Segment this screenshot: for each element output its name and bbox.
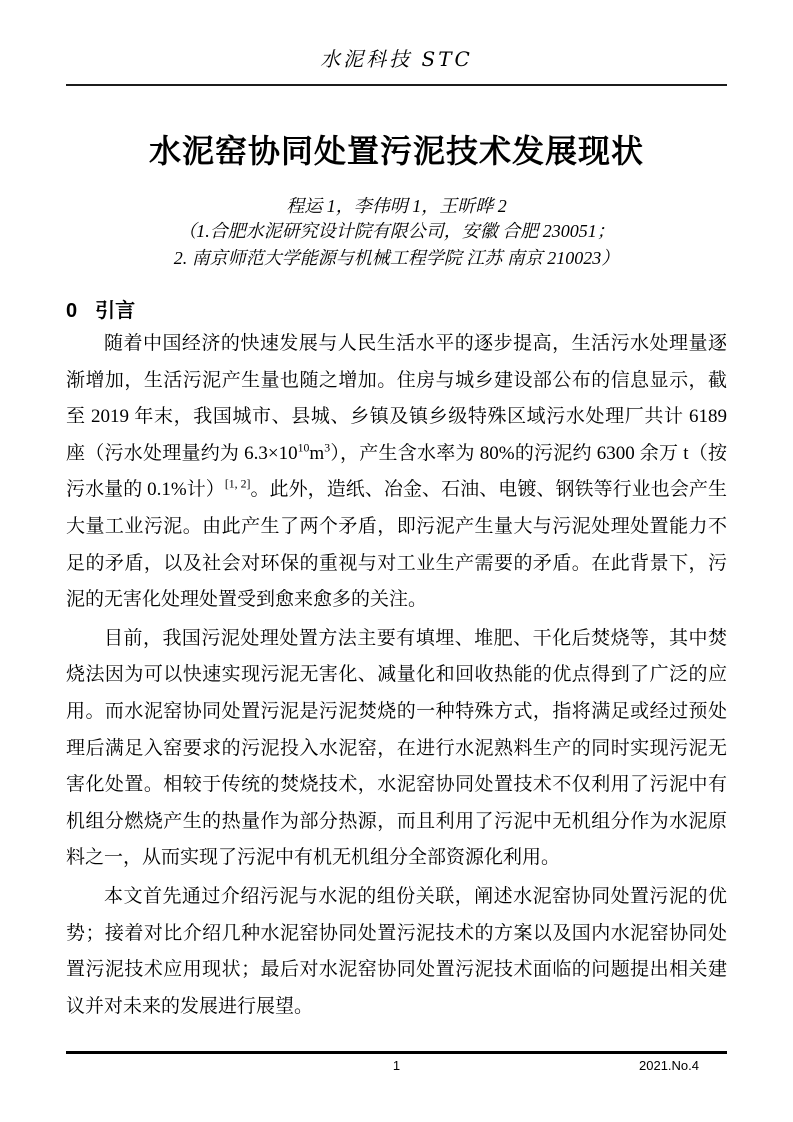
paragraph-text: 随着中国经济的快速发展与人民生活水平的逐步提高，生活污水处理量逐渐增加，生活污泥产生量也随之增加。住房与城乡建设部公布的信息显示，截至 2019 年末，我国城市、县城、乡镇及镇乡级特殊区域污水处理厂共计 6189 座（污水处理量约为 6.3×10: [66, 333, 727, 464]
intro-paragraph-1: [66, 326, 727, 619]
citation-superscript: [1, 2]: [224, 478, 251, 492]
paragraph-text: m: [309, 442, 325, 464]
header-rule: [66, 84, 727, 86]
journal-header: 水泥科技 STC: [320, 47, 473, 71]
footer-rule: [66, 1051, 727, 1054]
exponent-superscript: 3: [324, 441, 331, 455]
section-number: 0: [66, 300, 78, 322]
footer: [0, 1058, 793, 1076]
section-heading: [66, 298, 727, 324]
paper-title: 水泥窑协同处置污泥技术发展现状: [148, 133, 644, 169]
page-number: 1: [392, 1058, 401, 1073]
intro-paragraph-2: 目前，我国污泥处理处置方法主要有填埋、堆肥、干化后焚烧等，其中焚烧法因为可以快速实现污泥无害化、减量化和回收热能的优点得到了广泛的应用。而水泥窑协同处置污泥是污泥焚烧的一种特殊方式，指将满足或经过预处理后满足入窑要求的污泥投入水泥窑，在进行水泥熟料生产的同时实现污泥无害化处置。相较于传统的焚烧技术，水泥窑协同处置技术不仅利用了污泥中有机组分燃烧产生的热量作为部分热源，而且利用了污泥中无机组分作为水泥原料之一，从而实现了污泥中有机无机组分全部资源化利用。: [66, 627, 727, 869]
affiliation-line-2: 2. 南京师范大学能源与机械工程学院 江苏 南京 210023）: [173, 248, 620, 268]
intro-paragraph-3: 本文首先通过介绍污泥与水泥的组份关联，阐述水泥窑协同处置污泥的优势；接着对比介绍几种水泥窑协同处置污泥技术的方案以及国内水泥窑协同处置污泥技术应用现状；最后对水泥窑协同处置污泥技术面临的问题提出相关建议并对未来的发展进行展望。: [66, 885, 727, 1017]
paragraph-text: 。此外，造纸、冶金、石油、电镀、钢铁等行业也会产生大量工业污泥。由此产生了两个矛盾，即污泥产生量大与污泥处理处置能力不足的矛盾，以及社会对环保的重视与对工业生产需要的矛盾。在此背景下，污泥的无害化处理处置受到愈来愈多的关注。: [66, 479, 727, 611]
issue-label: 2021.No.4: [639, 1058, 699, 1073]
affiliation-line-1: （1.合肥水泥研究设计院有限公司，安徽 合肥 230051；: [178, 221, 615, 241]
section-title: 引言: [95, 300, 136, 322]
page-content: [66, 0, 727, 1025]
authors-line: 程运 1，李伟明 1，王昕晔 2: [286, 196, 507, 216]
exponent-superscript: 10: [297, 441, 310, 455]
paragraph-text: ），产生含水率为 80%的污泥约 6300 余万 t（按污水量的 0.1%计）: [66, 442, 728, 501]
